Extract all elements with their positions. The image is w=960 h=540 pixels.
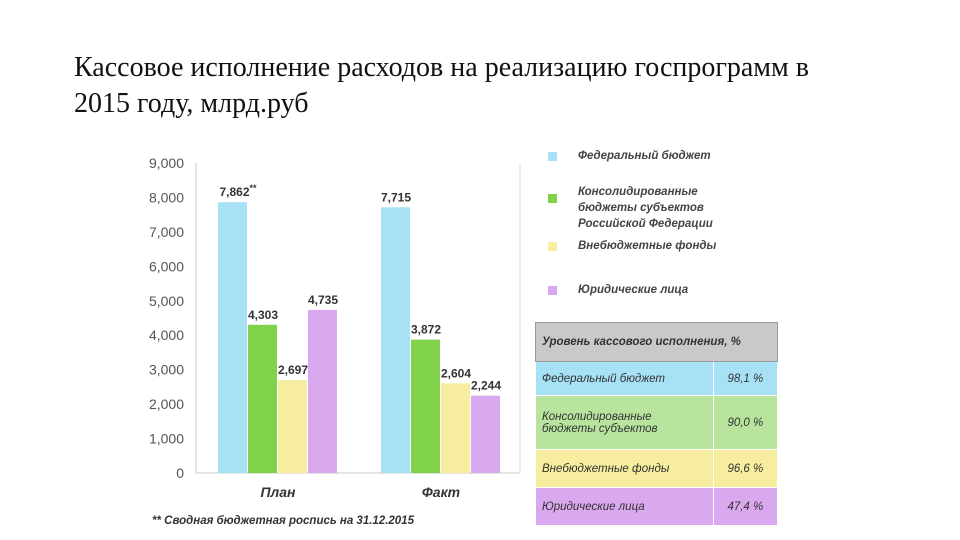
table-row	[536, 362, 778, 396]
page-title: Кассовое исполнение расходов на реализацию госпрограмм в 2015 году, млрд.руб	[74, 52, 809, 119]
bar	[381, 207, 410, 473]
table-row	[536, 450, 778, 488]
table-cell-value: 47,4 %	[713, 488, 777, 526]
table-header-row	[536, 323, 778, 362]
table-cell-value: 96,6 %	[713, 450, 777, 488]
bar-value-label: 2,604	[440, 366, 472, 381]
y-tick-label: 7,000	[148, 223, 184, 240]
table-cell-name: Внебюджетные фонды	[536, 450, 714, 488]
bar-value-label: 2,244	[470, 378, 502, 393]
bar-value-label: 4,735	[307, 292, 339, 307]
category-label: План	[260, 484, 296, 500]
bar	[471, 396, 500, 473]
table-cell-name: Юридические лица	[536, 488, 714, 526]
legend-swatch-federal	[548, 152, 557, 161]
y-tick-label: 9,000	[148, 155, 184, 171]
legend-swatch-regional	[548, 194, 557, 203]
bar-chart	[130, 145, 530, 505]
table-row	[536, 396, 778, 450]
table-row	[536, 488, 778, 526]
category-label: Факт	[421, 484, 461, 500]
y-axis-labels	[149, 155, 184, 481]
bar	[308, 310, 337, 473]
legend-label-offbudget: Внебюджетные фонды	[578, 240, 717, 252]
table-cell-name: Консолидированные бюджеты субъектов	[536, 396, 714, 450]
bar	[218, 202, 247, 473]
footnote: ** Сводная бюджетная роспись на 31.12.2015	[152, 515, 414, 527]
bars-group	[218, 202, 500, 473]
y-tick-label: 8,000	[148, 189, 184, 206]
y-tick-label: 0	[176, 465, 184, 481]
table-cell-value: 98,1 %	[713, 362, 777, 396]
bar	[441, 383, 470, 473]
bar	[248, 325, 277, 473]
legend-swatch-legal	[548, 286, 557, 295]
bar	[278, 380, 307, 473]
y-tick-label: 3,000	[148, 361, 184, 378]
bar-value-label: 7,715	[380, 190, 412, 205]
table-cell-value: 90,0 %	[713, 396, 777, 450]
legend-label-federal: Федеральный бюджет	[578, 150, 711, 162]
table-header: Уровень кассового исполнения, %	[536, 323, 778, 362]
bar-value-label: 3,872	[410, 322, 442, 337]
y-tick-label: 1,000	[148, 430, 184, 447]
execution-table	[535, 322, 778, 526]
table-cell-name: Федеральный бюджет	[536, 362, 714, 396]
bar	[411, 340, 440, 473]
legend-swatch-offbudget	[548, 242, 557, 251]
y-tick-label: 5,000	[148, 292, 184, 309]
legend-label-legal: Юридические лица	[578, 284, 689, 296]
y-tick-label: 2,000	[148, 396, 184, 413]
bar-value-label: 2,697	[277, 363, 309, 378]
bar-value-label: 4,303	[247, 307, 279, 322]
y-tick-label: 6,000	[148, 258, 184, 275]
bar-value-label: 7,862**	[219, 183, 257, 200]
y-tick-label: 4,000	[148, 327, 184, 344]
category-labels-group	[260, 484, 460, 500]
legend-label-regional: Консолидированные бюджеты субъектов Российской Федерации	[578, 186, 713, 230]
